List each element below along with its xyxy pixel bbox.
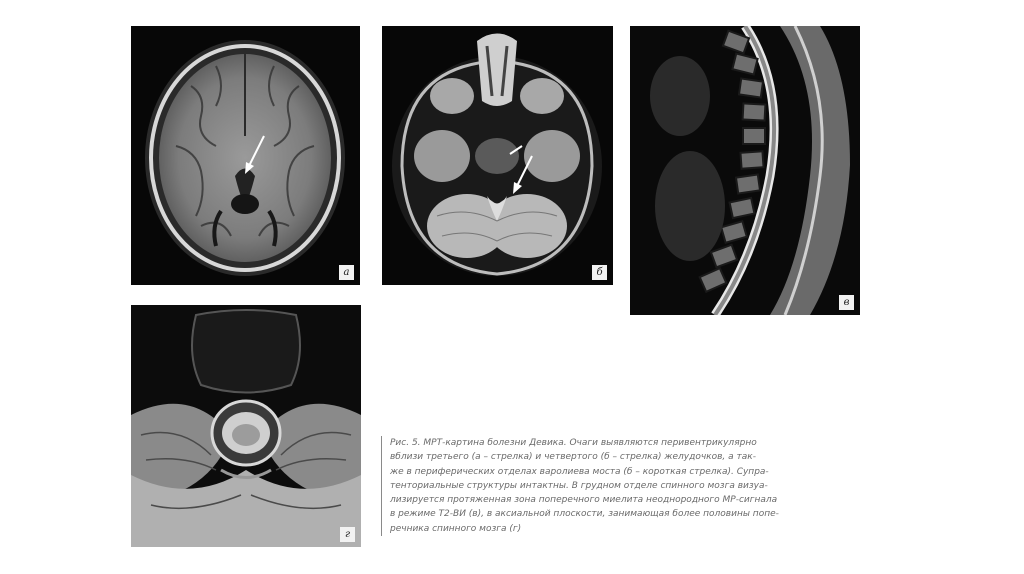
- panel-label-v: в: [839, 295, 854, 310]
- caption-line: Рис. 5. МРТ-картина болезни Девика. Очаги выявляются перивентрикулярно: [390, 438, 757, 448]
- figure-caption: [381, 436, 868, 536]
- axial-spinal-cord-image: [131, 305, 361, 547]
- caption-line: вблизи третьего (а – стрелка) и четвертого (б – стрелка) желудочков, а так-: [390, 452, 756, 463]
- panel-label-g: г: [340, 527, 355, 542]
- caption-line: в режиме Т2-ВИ (в), в аксиальной плоскости, занимающая более половины попе-: [390, 509, 779, 520]
- mri-panel-b: [382, 26, 613, 285]
- caption-line: лизируется протяженная зона поперечного миелита неоднородного МР-сигнала: [390, 495, 778, 506]
- mri-panel-g: [131, 305, 361, 547]
- panel-label-a: а: [339, 265, 354, 280]
- caption-line: тенториальные структуры интактны. В грудном отделе спинного мозга визуа-: [390, 480, 768, 491]
- sagittal-spine-image: [630, 26, 860, 315]
- mri-panel-v: [630, 26, 860, 315]
- axial-posterior-fossa-image: [382, 26, 613, 285]
- mri-panel-a: [131, 26, 360, 285]
- axial-brain-image: [131, 26, 360, 285]
- panel-label-b: б: [592, 265, 607, 280]
- caption-line: же в периферических отделах варолиева моста (б – короткая стрелка). Супра-: [390, 466, 769, 477]
- caption-line: речника спинного мозга (г): [390, 523, 522, 534]
